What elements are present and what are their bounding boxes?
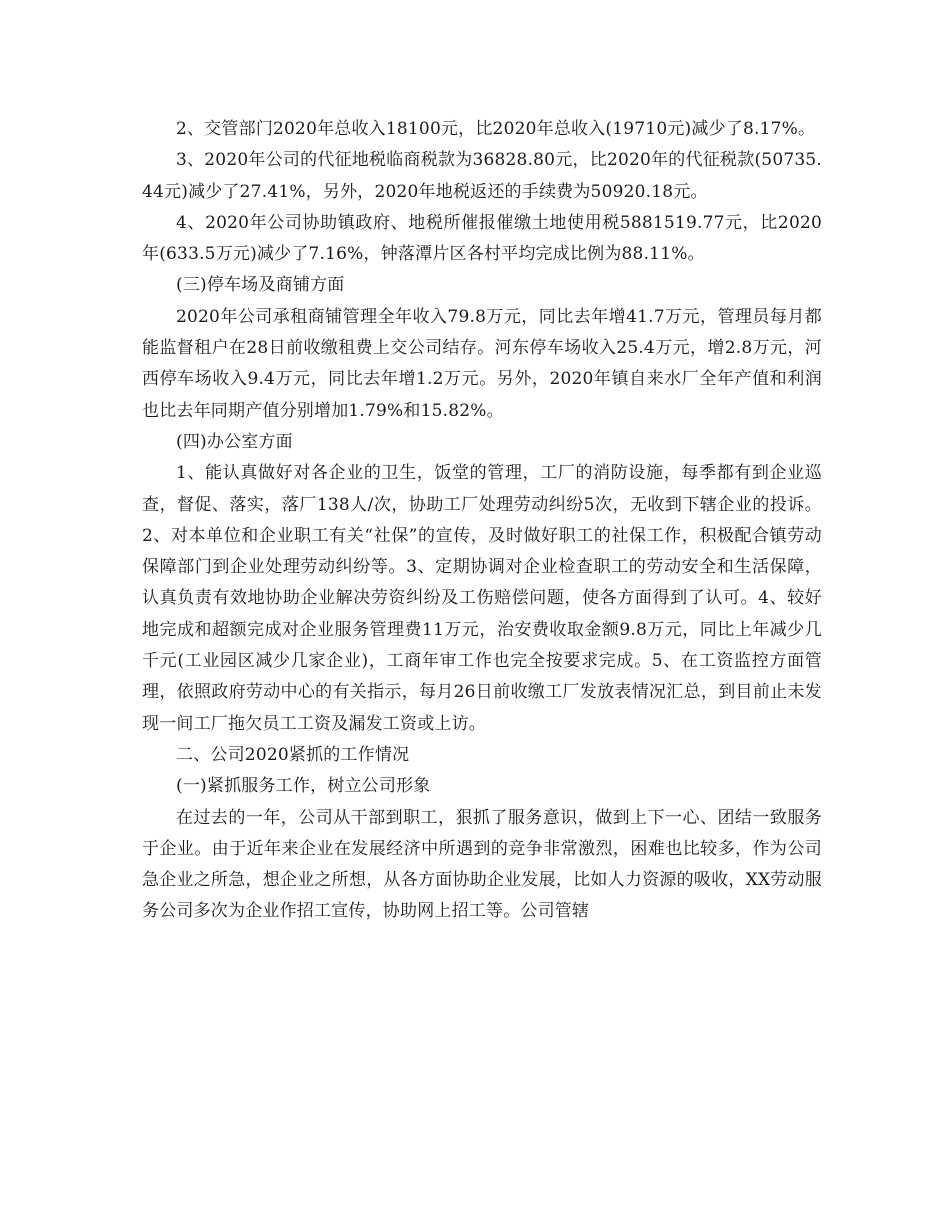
document-body xyxy=(142,114,822,928)
section-heading-parking-shops: (三)停车场及商铺方面 xyxy=(176,275,345,296)
paragraph-land-use-tax: 4、2020年公司协助镇政府、地税所催报催缴土地使用税5881519.77元，比2020年(633.5万元)减少了7.16%，钟落潭片区各村平均完成比例为88.11%。 xyxy=(142,212,822,265)
paragraph-service-work: 在过去的一年，公司从干部到职工，狠抓了服务意识，做到上下一心、团结一致服务于企业。由于近年来企业在发展经济中所遇到的竞争非常激烈，困难也比较多，作为公司急企业之所急，想企业之所想，从各方面协助企业发展，比如人力资源的吸收，XX劳动服务公司多次为企业作招工宣传，协助网上招工等。公司管辖 xyxy=(142,807,822,922)
paragraph-office-work: 1、能认真做好对各企业的卫生，饭堂的管理，工厂的消防设施，每季都有到企业巡查，督促、落实，落厂138人/次，协助工厂处理劳动纠纷5次，无收到下辖企业的投诉。2、对本单位和企业职工有关“社保”的宣传，及时做好职工的社保工作，积极配合镇劳动保障部门到企业处理劳动纠纷等。3、定期协调对企业检查职工的劳动安全和生活保障，认真负责有效地协助企业解决劳资纠纷及工伤赔偿问题，使各方面得到了认可。4、较好地完成和超额完成对企业服务管理费11万元，治安费收取金额9.8万元，同比上年减少几千元(工业园区减少几家企业)，工商年审工作也完全按要求完成。5、在工资监控方面管理，依照政府劳动中心的有关指示，每月26日前收缴工厂发放表情况汇总，到目前止未发现一间工厂拖欠员工工资及漏发工资或上访。 xyxy=(142,463,822,734)
paragraph-tax-collection: 3、2020年公司的代征地税临商税款为36828.80元，比2020年的代征税款(50735.44元)减少了27.41%，另外，2020年地税返还的手续费为50920.18元。 xyxy=(142,150,822,202)
paragraph-traffic-income: 2、交管部门2020年总收入18100元，比2020年总收入(19710元)减少了8.17%。 xyxy=(176,119,816,139)
section-heading-service-work: (一)紧抓服务工作，树立公司形象 xyxy=(176,776,431,797)
section-heading-company-work: 二、公司2020紧抓的工作情况 xyxy=(176,744,410,765)
section-heading-office: (四)办公室方面 xyxy=(176,431,293,452)
paragraph-parking-shops: 2020年公司承租商铺管理全年收入79.8万元，同比去年增41.7万元，管理员每月都能监督租户在28日前收缴租费上交公司结存。河东停车场收入25.4万元，增2.8万元，河西停车场收入9.4万元，同比去年增1.2万元。另外，2020年镇自来水厂全年产值和利润也比去年同期产值分别增加1.79%和15.82%。 xyxy=(142,306,822,421)
